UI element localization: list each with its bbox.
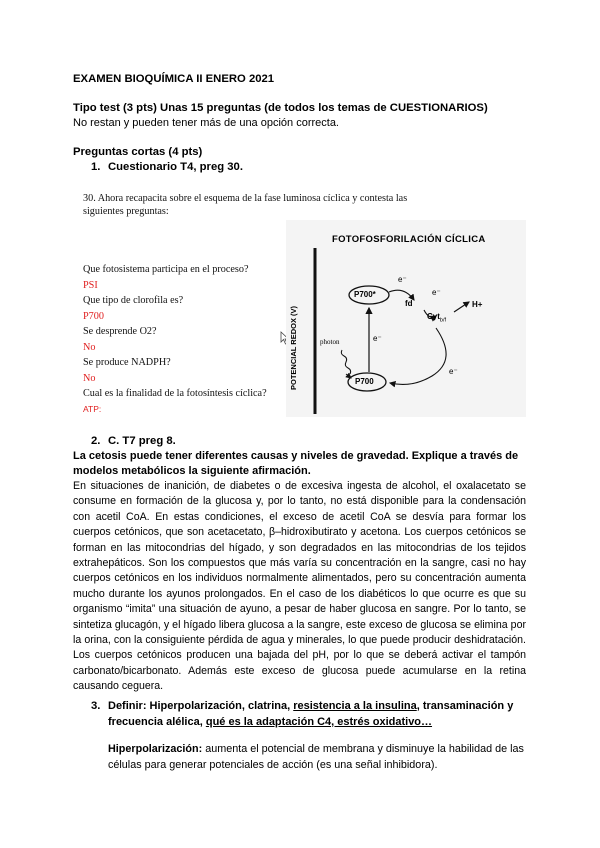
tipo-test-heading: Tipo test (3 pts) Unas 15 preguntas (de todos los temas de CUESTIONARIOS) (73, 102, 488, 114)
photon-arrow (346, 374, 351, 378)
q3-line1-a: Definir: Hiperpolarización, clatrina, (108, 700, 294, 712)
q3-line2-a: frecuencia alélica, (108, 715, 206, 728)
electron-label-2: e⁻ (432, 288, 441, 297)
photon-wave-icon (341, 350, 350, 374)
photon-label: photon (320, 338, 340, 346)
q3-line1-c: , transaminación y (416, 700, 514, 712)
q2-title: C. T7 preg 8. (108, 435, 176, 447)
scan-intro-line2: siguientes preguntas: (83, 206, 169, 217)
tipo-test-note: No restan y pueden tener más de una opción correcta. (73, 117, 339, 129)
q1-title: Cuestionario T4, preg 30. (108, 161, 243, 173)
q3-definition-text: aumenta el potencial de membrana y disminuye la habilidad de las células para generar potenciales de acción (es una señal inhibidora). (108, 743, 524, 771)
scan-question: Se produce NADPH? (83, 357, 171, 368)
q3-line1 (108, 699, 528, 715)
cyt-text: Cyt (427, 312, 440, 321)
diagram-title: FOTOFOSFORILACIÓN CÍCLICA (332, 234, 486, 245)
q2-prompt (73, 449, 528, 478)
q3-line2 (108, 715, 528, 731)
scan-question: Cual es la finalidad de la fotosíntesis cíclica? (83, 388, 267, 399)
scan-qa-list (83, 262, 283, 417)
scan-question-block (83, 193, 453, 217)
h-plus-label: H+ (472, 300, 483, 309)
scan-answer: No (83, 372, 96, 384)
q3-number: 3. (91, 700, 101, 712)
q2-prompt-line2: modelos metabólicos la siguiente afirmación. (73, 464, 311, 477)
q3-term: Hiperpolarización: (108, 743, 203, 755)
p700-label: P700 (355, 377, 374, 386)
scan-answer: PSI (83, 279, 98, 291)
scan-answer: P700 (83, 310, 104, 322)
q3-prompt (108, 699, 528, 730)
electron-return-arrow (390, 328, 446, 384)
fd-label: fd (405, 299, 413, 308)
electron-label-1: e⁻ (398, 275, 407, 284)
cyt-label (427, 312, 446, 324)
scan-question: Se desprende O2? (83, 326, 157, 337)
p700-star-label: P700* (354, 290, 376, 299)
scan-question: Que tipo de clorofila es? (83, 295, 184, 306)
q2-answer: En situaciones de inanición, de diabetes o de excesiva ingesta de alcohol, el oxalacetato se consume en formación de la glucosa y, por lo tanto, no está disponible para la condensación con acetil CoA. En estas condiciones, el exceso de acetil CoA se desvía para formar los cuerpos cetónicos, que son acetacetato, β–hidroxibutirato y acetona. Los cuerpos cetónicos se forman en las mitocondrias del hígado, y son degradados en las mitocondrias de los tejidos extrahepáticos. Son los compuestos que más varía su concentración en la sangre, casi no hay cuerpos cetónicos en los individuos normalmente alimentados, pero su concentración aumenta mucho durante los ayunos prolongados. En el caso de los diabéticos lo que ocurre es que su organismo “imita” una situación de ayuno, a pesar de haber glucosa en sangre. Por lo tanto, se sintetiza glucagón, y el hígado libera glucosa a la sangre, este exceso de glucosa se elimina por la orina, con la consiguiente pérdida de agua y minerales, lo que puede producir deshidratación. Los cuerpos cetónicos producen una bajada del pH, por lo que se deberá activar el tampón carbonato/bicarbonato. Además este exceso de glucosa puede acumularse en la retina causando ceguera. (73, 480, 526, 693)
q3-line2-underlined: qué es la adaptación C4, estrés oxidativo… (205, 715, 433, 728)
q3-line1-underlined: resistencia a la insulina (293, 700, 417, 712)
y-axis-label: POTENCIAL REDOX (V) (289, 305, 298, 390)
preguntas-cortas-heading: Preguntas cortas (4 pts) (73, 146, 203, 158)
scan-answer: No (83, 341, 96, 353)
q3-definition (108, 742, 528, 773)
exam-title: EXAMEN BIOQUÍMICA II ENERO 2021 (73, 73, 275, 85)
scan-answer: ATP: (83, 403, 102, 414)
cyclic-photophosphorylation-diagram (286, 220, 526, 417)
cyt-subscript: b/f (439, 317, 447, 324)
scan-question: Que fotosistema participa en el proceso? (83, 264, 249, 275)
electron-label-4: e⁻ (449, 367, 458, 376)
q2-number: 2. (91, 435, 101, 447)
scan-intro-line1: 30. Ahora recapacita sobre el esquema de la fase luminosa cíclica y contesta las (83, 193, 408, 204)
q2-prompt-line1: La cetosis puede tener diferentes causas y niveles de gravedad. Explique a través de (73, 450, 519, 462)
electron-label-3: e⁻ (373, 334, 382, 343)
diagram-canvas (286, 220, 526, 417)
q1-number: 1. (91, 161, 101, 173)
proton-arrow (454, 302, 469, 312)
